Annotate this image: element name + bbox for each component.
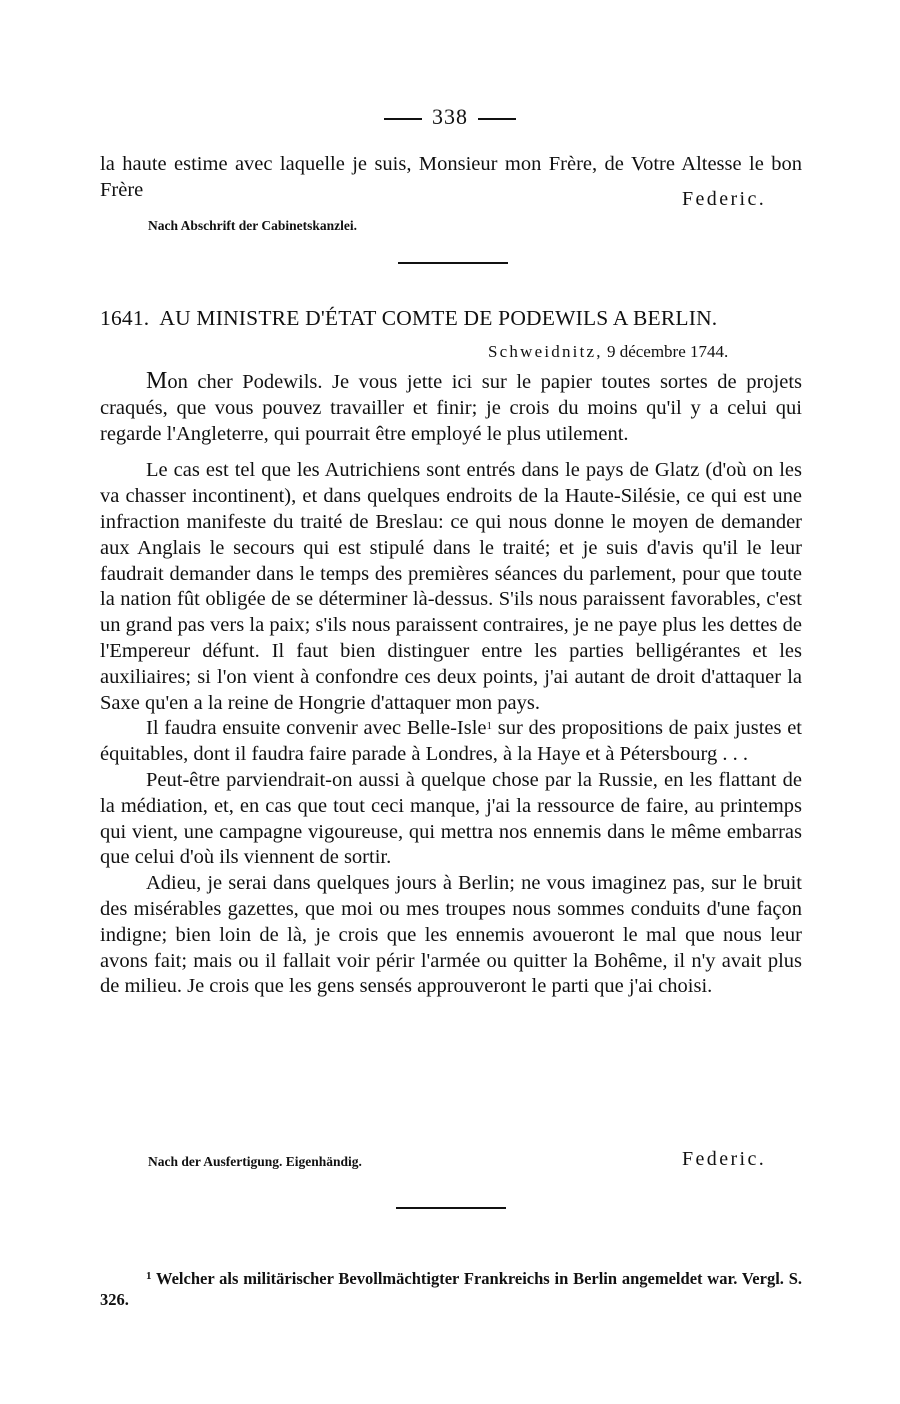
letter-title: AU MINISTRE D'ÉTAT COMTE DE PODEWILS A BERLIN. [159, 306, 718, 330]
footnote-marker: 1 [146, 1270, 152, 1282]
letter-source-note: Nach der Ausfertigung. Eigenhändig. [148, 1154, 362, 1169]
footnote-text: Welcher als militärischer Bevollmächtigter Frankreichs in Berlin angemeldet war. Vergl. S. 326. [100, 1269, 803, 1309]
paragraph-5: Adieu, je serai dans quelques jours à Berlin; ne vous imaginez pas, sur le bruit des misérables gazettes, que moi ou mes troupes nous sommes conduits d'une façon indigne; bien loin de là, je crois que les ennemis avoueront le mal que nous leur avons fait; mais ou il fallait voir périr l'armée ou quitter la Bohême, il n'y avait plus de milieu. Je crois que les gens sensés approuveront le parti que j'ai choisi. [100, 872, 802, 998]
footnote [100, 1268, 802, 1310]
page-number-dash-right [478, 118, 516, 120]
letter-body [100, 369, 802, 1000]
closing-signature: Federic. [682, 188, 767, 210]
dateline-place: Schweidnitz, [488, 342, 603, 361]
section-divider-bottom [396, 1207, 506, 1209]
letter-number: 1641. [100, 306, 150, 330]
closing-source-note: Nach Abschrift der Cabinetskanzlei. [148, 218, 358, 233]
section-divider-top [398, 262, 508, 264]
footnote-reference: 1 [486, 720, 493, 733]
dateline-date: 9 décembre 1744. [606, 342, 729, 361]
letter-heading [100, 306, 806, 331]
paragraph-1-text: on cher Podewils. Je vous jette ici sur le papier toutes sortes de projets craqués, que vous pouvez travailler et finir; je crois du moins qu'il y a celui qui regarde l'Angleterre, qui pourrait être employé le plus utilement. [100, 371, 802, 445]
dateline [488, 342, 728, 362]
paragraph-3-text-a: Il faudra ensuite convenir avec Belle-Isle [146, 717, 487, 740]
paragraph-3 [100, 716, 802, 768]
paragraph-3-text-b: sur des propositions de paix justes et équitables, dont il faudra faire parade à Londres, à la Haye et à Pétersbourg . . . [100, 717, 802, 766]
page-number [0, 104, 900, 130]
paragraph-1 [100, 369, 802, 447]
letter-signature: Federic. [682, 1148, 767, 1170]
opening-initial: M [146, 368, 168, 394]
closing-text: la haute estime avec laquelle je suis, Monsieur mon Frère, de Votre Altesse le bon Frère [100, 153, 802, 201]
page-number-dash-left [384, 118, 422, 120]
paragraph-4: Peut-être parviendrait-on aussi à quelque chose par la Russie, en les flattant de la médiation, et, en cas que tout ceci manque, j'ai la ressource de faire, au printemps qui vient, une campagne vigoureuse, qui mettra nos ennemis dans le même embarras que celui d'où ils viennent de sortir. [100, 768, 802, 869]
page-number-value: 338 [432, 104, 468, 129]
paragraph-2: Le cas est tel que les Autrichiens sont entrés dans le pays de Glatz (d'où on les va chasser incontinent), et dans quelques endroits de la Haute-Silésie, ce qui est une infraction manifeste du traité de Breslau: ce qui nous donne le moyen de demander aux Anglais le secours qui est stipulé dans le traité; et je suis d'avis qu'il le leur faudrait demander dans le temps des premières séances du parlement, pour que toute la nation fût obligée de se déterminer là-dessus. S'ils nous paraissent favorables, c'est un grand pas vers la paix; s'ils nous paraissent contraires, je ne paye plus les dettes de l'Empereur défunt. Il faut bien distinguer entre les parties belligérantes et les auxiliaires; si l'on vient à confondre ces deux points, j'ai autant de droit d'attaquer la Saxe qu'en a la reine de Hongrie d'attaquer mon pays. [100, 459, 802, 714]
